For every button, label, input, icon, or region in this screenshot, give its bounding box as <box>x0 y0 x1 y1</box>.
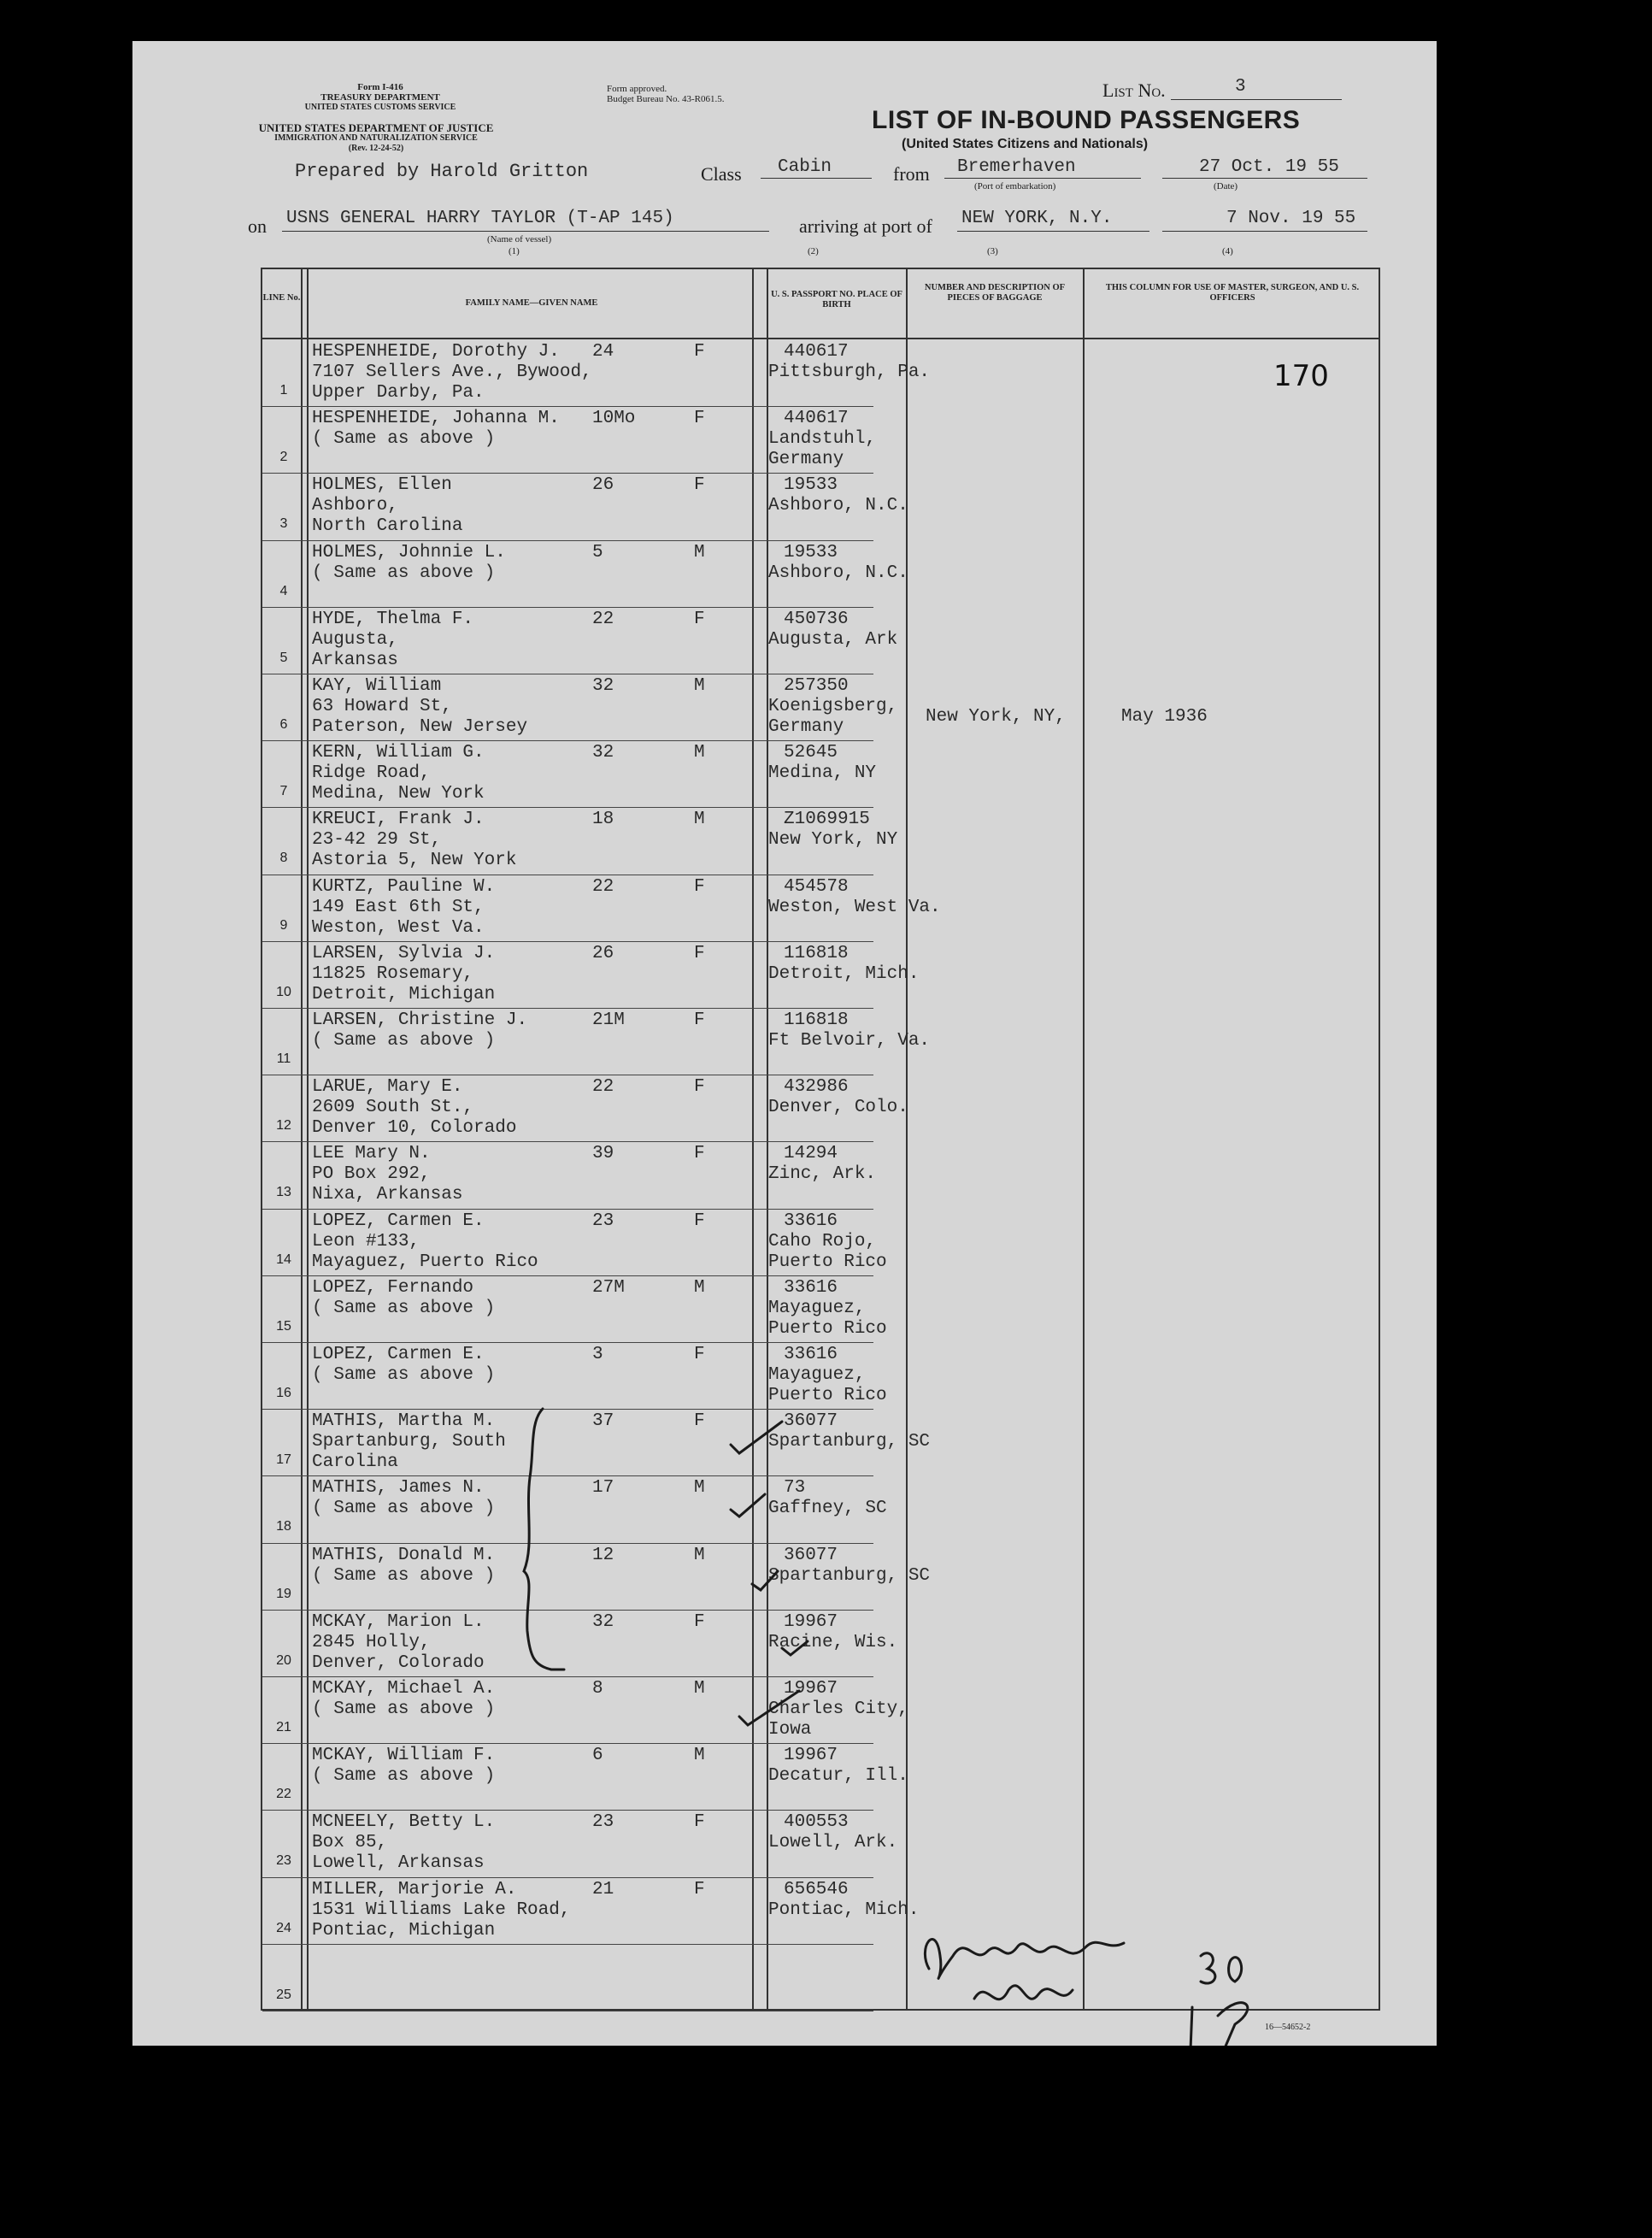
address-line-2: Lowell, Arkansas <box>312 1853 485 1874</box>
line-number: 1 <box>279 383 288 398</box>
address-line-2: Nixa, Arkansas <box>312 1185 463 1205</box>
line-number: 16 <box>276 1386 291 1400</box>
arrival-port: NEW YORK, N.Y. <box>961 209 1113 228</box>
passport-number: 33616 <box>784 1345 838 1364</box>
address-line-2: Carolina <box>312 1452 398 1473</box>
passenger-name: HESPENHEIDE, Johanna M. <box>312 409 560 429</box>
from-label: from <box>893 163 930 185</box>
passenger-age: 21 <box>592 1879 614 1899</box>
passenger-name: LOPEZ, Carmen E. <box>312 1345 485 1364</box>
address-line-1: 23-42 29 St, <box>312 830 442 851</box>
arriving-label: arriving at port of <box>799 215 932 237</box>
address-line-1: 1531 Williams Lake Road, <box>312 1899 571 1920</box>
passport-number: 19533 <box>784 542 838 562</box>
date-departed: 27 Oct. 19 55 <box>1199 157 1339 177</box>
baggage-note: New York, NY, <box>926 707 1066 727</box>
passport-number: Z1069915 <box>784 810 870 830</box>
col2-caption: (2) <box>808 246 819 256</box>
passport-number: 14294 <box>784 1144 838 1164</box>
form-sheet <box>132 41 1437 2046</box>
address-line-2: Arkansas <box>312 650 398 670</box>
address-line-2: Paterson, New Jersey <box>312 717 528 737</box>
passenger-sex: F <box>694 876 705 897</box>
passenger-sex: F <box>694 1879 705 1899</box>
line-number: 23 <box>276 1853 291 1869</box>
place-of-birth-1: Charles City, <box>768 1699 908 1719</box>
passport-number: 52645 <box>784 743 838 763</box>
passport-number: 19967 <box>784 1746 838 1766</box>
passport-number: 432986 <box>784 1077 849 1098</box>
passenger-age: 32 <box>592 743 614 763</box>
address-line-2: Medina, New York <box>312 784 485 804</box>
passenger-name: MCKAY, Michael A. <box>312 1679 496 1699</box>
passport-number: 257350 <box>784 676 849 696</box>
passport-number: 19967 <box>784 1679 838 1699</box>
passenger-age: 23 <box>592 1812 614 1833</box>
col-header-passport: U. S. PASSPORT NO. PLACE OF BIRTH <box>771 290 902 309</box>
address-line-2: North Carolina <box>312 516 463 537</box>
place-of-birth-1: New York, NY <box>768 830 898 851</box>
address-line-2: Denver 10, Colorado <box>312 1118 517 1139</box>
col1-caption: (1) <box>509 246 520 256</box>
passenger-name: MCNEELY, Betty L. <box>312 1812 496 1833</box>
passenger-age: 3 <box>592 1345 603 1364</box>
place-of-birth-1: Pittsburgh, Pa. <box>768 362 931 382</box>
address-line-2: Upper Darby, Pa. <box>312 383 485 403</box>
address-line-1: PO Box 292, <box>312 1164 431 1185</box>
passenger-name: LOPEZ, Fernando <box>312 1277 474 1298</box>
line-number: 12 <box>276 1118 291 1134</box>
address-line-1: ( Same as above ) <box>312 429 496 450</box>
place-of-birth-1: Mayaguez, <box>768 1365 866 1385</box>
address-line-1: Ridge Road, <box>312 763 431 784</box>
class-value: Cabin <box>778 157 832 177</box>
passenger-sex: F <box>694 1411 705 1432</box>
date-caption: (Date) <box>1214 181 1238 191</box>
passenger-sex: F <box>694 342 705 362</box>
place-of-birth-1: Ashboro, N.C. <box>768 562 908 583</box>
address-line-1: ( Same as above ) <box>312 562 496 583</box>
col4-caption: (4) <box>1222 246 1233 256</box>
list-no-value: 3 <box>1235 77 1246 97</box>
line-number: 11 <box>276 1051 291 1066</box>
passenger-name: HOLMES, Ellen <box>312 475 452 496</box>
line-number: 15 <box>276 1318 291 1334</box>
place-of-birth-1: Ft Belvoir, Va. <box>768 1031 931 1051</box>
line-number: 2 <box>279 450 288 465</box>
line-number: 5 <box>279 650 288 665</box>
on-label: on <box>248 215 267 237</box>
line-number: 14 <box>276 1252 291 1267</box>
passport-number: 656546 <box>784 1879 849 1899</box>
line-number: 19 <box>276 1586 291 1601</box>
handwritten-page-number: 170 <box>1273 359 1329 393</box>
place-of-birth-1: Decatur, Ill. <box>768 1766 908 1787</box>
passenger-sex: F <box>694 609 705 629</box>
place-of-birth-2: Puerto Rico <box>768 1252 887 1272</box>
passenger-name: LARUE, Mary E. <box>312 1077 463 1098</box>
class-label: Class <box>701 163 742 185</box>
page-subtitle: (United States Citizens and Nationals) <box>902 137 1149 151</box>
vessel-name: USNS GENERAL HARRY TAYLOR (T-AP 145) <box>286 209 674 228</box>
passenger-name: KAY, William <box>312 676 442 696</box>
place-of-birth-1: Detroit, Mich. <box>768 963 920 984</box>
place-of-birth-2: Puerto Rico <box>768 1318 887 1339</box>
passenger-age: 6 <box>592 1746 603 1766</box>
passenger-age: 10Mo <box>592 409 636 429</box>
passport-number: 440617 <box>784 342 849 362</box>
place-of-birth-1: Spartanburg, SC <box>768 1432 931 1452</box>
address-line-2: Pontiac, Michigan <box>312 1920 496 1941</box>
prepared-by: Prepared by Harold Gritton <box>295 161 589 182</box>
passenger-age: 32 <box>592 676 614 696</box>
passenger-age: 37 <box>592 1411 614 1432</box>
passenger-name: MATHIS, Donald M. <box>312 1545 496 1565</box>
place-of-birth-2: Puerto Rico <box>768 1386 887 1405</box>
approval-block: Form approved. Budget Bureau No. 43-R061.5. <box>607 84 725 104</box>
line-number: 10 <box>276 984 291 999</box>
line-number: 22 <box>276 1787 291 1802</box>
passenger-sex: F <box>694 1010 705 1030</box>
address-line-1: 2609 South St., <box>312 1098 474 1118</box>
col-header-line-no: LINE No. <box>262 293 301 303</box>
line-number: 17 <box>276 1452 291 1468</box>
passenger-sex: M <box>694 1679 705 1699</box>
passenger-age: 12 <box>592 1545 614 1565</box>
passenger-sex: M <box>694 1478 705 1499</box>
passenger-name: HESPENHEIDE, Dorothy J. <box>312 342 560 362</box>
place-of-birth-1: Ashboro, N.C. <box>768 496 908 516</box>
handwritten-check-marks <box>132 41 1437 2046</box>
passenger-sex: F <box>694 475 705 496</box>
place-of-birth-1: Lowell, Ark. <box>768 1833 898 1853</box>
passenger-sex: M <box>694 1545 705 1565</box>
passport-number: 33616 <box>784 1210 838 1231</box>
col3-caption: (3) <box>987 246 998 256</box>
address-line-2: Weston, West Va. <box>312 917 485 938</box>
passenger-sex: F <box>694 1812 705 1833</box>
passenger-sex: M <box>694 676 705 696</box>
line-number: 21 <box>276 1720 291 1734</box>
line-number: 9 <box>279 917 288 933</box>
passenger-age: 22 <box>592 876 614 897</box>
place-of-birth-1: Spartanburg, SC <box>768 1565 931 1586</box>
passenger-name: MCKAY, William F. <box>312 1746 496 1766</box>
address-line-2: Astoria 5, New York <box>312 851 517 871</box>
passenger-sex: M <box>694 1746 705 1766</box>
passenger-name: MATHIS, Martha M. <box>312 1411 496 1432</box>
place-of-birth-2: Germany <box>768 450 844 470</box>
line-number: 18 <box>276 1519 291 1534</box>
footer-code: 16—54652-2 <box>1265 2023 1311 2032</box>
passenger-age: 26 <box>592 943 614 963</box>
place-of-birth-1: Medina, NY <box>768 763 877 784</box>
passenger-name: LARSEN, Sylvia J. <box>312 943 496 963</box>
passport-number: 36077 <box>784 1545 838 1565</box>
passenger-age: 26 <box>592 475 614 496</box>
place-of-birth-2: Germany <box>768 717 844 737</box>
passenger-age: 27M <box>592 1277 625 1298</box>
passenger-sex: F <box>694 1210 705 1231</box>
address-line-1: ( Same as above ) <box>312 1766 496 1787</box>
address-line-1: ( Same as above ) <box>312 1365 496 1385</box>
passenger-sex: F <box>694 1144 705 1164</box>
passenger-sex: F <box>694 1077 705 1098</box>
passenger-sex: F <box>694 943 705 963</box>
address-line-1: 11825 Rosemary, <box>312 963 474 984</box>
place-of-birth-1: Denver, Colo. <box>768 1098 908 1118</box>
passenger-sex: F <box>694 409 705 429</box>
passenger-name: HOLMES, Johnnie L. <box>312 542 506 562</box>
passenger-age: 39 <box>592 1144 614 1164</box>
passport-number: 116818 <box>784 1010 849 1030</box>
passport-number: 73 <box>784 1478 806 1499</box>
place-of-birth-1: Landstuhl, <box>768 429 877 450</box>
line-number: 24 <box>276 1920 291 1935</box>
address-line-2: Detroit, Michigan <box>312 984 496 1004</box>
list-no-label: List No. <box>1102 80 1166 101</box>
port-caption: (Port of embarkation) <box>974 181 1056 191</box>
place-of-birth-1: Racine, Wis. <box>768 1632 898 1652</box>
place-of-birth-1: Augusta, Ark <box>768 629 898 650</box>
passenger-age: 5 <box>592 542 603 562</box>
col-header-officers: THIS COLUMN FOR USE OF MASTER, SURGEON, AND U. S. OFFICERS <box>1105 283 1360 303</box>
passenger-age: 32 <box>592 1611 614 1632</box>
passport-number: 440617 <box>784 409 849 429</box>
line-number: 4 <box>279 583 288 598</box>
line-number: 25 <box>276 1987 291 2002</box>
address-line-1: 2845 Holly, <box>312 1632 431 1652</box>
place-of-birth-1: Pontiac, Mich. <box>768 1899 920 1920</box>
passport-number: 116818 <box>784 943 849 963</box>
address-line-1: Box 85, <box>312 1833 388 1853</box>
passport-number: 19967 <box>784 1611 838 1632</box>
passenger-sex: F <box>694 1611 705 1632</box>
address-line-1: ( Same as above ) <box>312 1499 496 1519</box>
place-of-birth-1: Gaffney, SC <box>768 1499 887 1519</box>
passenger-name: KREUCI, Frank J. <box>312 810 485 830</box>
address-line-1: Ashboro, <box>312 496 398 516</box>
passport-number: 19533 <box>784 475 838 496</box>
line-number: 8 <box>279 851 288 866</box>
passport-number: 36077 <box>784 1411 838 1432</box>
passenger-age: 22 <box>592 1077 614 1098</box>
passenger-name: MATHIS, James N. <box>312 1478 485 1499</box>
passenger-name: KURTZ, Pauline W. <box>312 876 496 897</box>
passport-number: 450736 <box>784 609 849 629</box>
port-of-embarkation: Bremerhaven <box>957 157 1076 177</box>
passport-number: 33616 <box>784 1277 838 1298</box>
address-line-1: 149 East 6th St, <box>312 897 485 917</box>
passport-number: 400553 <box>784 1812 849 1833</box>
line-number: 6 <box>279 717 288 732</box>
address-line-1: Augusta, <box>312 629 398 650</box>
vessel-caption: (Name of vessel) <box>487 234 552 244</box>
address-line-2: Denver, Colorado <box>312 1652 485 1673</box>
passenger-age: 8 <box>592 1679 603 1699</box>
page-title: LIST OF IN-BOUND PASSENGERS <box>872 106 1301 134</box>
address-line-1: ( Same as above ) <box>312 1298 496 1318</box>
passenger-age: 17 <box>592 1478 614 1499</box>
line-number: 3 <box>279 516 288 532</box>
place-of-birth-1: Caho Rojo, <box>768 1231 877 1252</box>
place-of-birth-2: Iowa <box>768 1720 812 1740</box>
doj-block: UNITED STATES DEPARTMENT OF JUSTICE IMMIGRATION AND NATURALIZATION SERVICE (Rev. 12-24-52) <box>258 121 494 153</box>
place-of-birth-1: Koenigsberg, <box>768 697 898 716</box>
address-line-1: Spartanburg, South <box>312 1432 506 1452</box>
line-number: 13 <box>276 1185 291 1200</box>
passenger-sex: M <box>694 1277 705 1298</box>
address-line-2: Mayaguez, Puerto Rico <box>312 1252 538 1272</box>
passenger-name: LARSEN, Christine J. <box>312 1010 528 1030</box>
passenger-age: 24 <box>592 342 614 362</box>
passport-number: 454578 <box>784 876 849 897</box>
line-number: 20 <box>276 1652 291 1668</box>
passenger-name: LEE Mary N. <box>312 1144 431 1164</box>
passenger-sex: M <box>694 743 705 763</box>
place-of-birth-1: Weston, West Va. <box>768 897 941 917</box>
passenger-sex: M <box>694 542 705 562</box>
passenger-age: 23 <box>592 1210 614 1231</box>
passenger-age: 18 <box>592 810 614 830</box>
arrival-date: 7 Nov. 19 55 <box>1226 209 1356 228</box>
address-line-1: ( Same as above ) <box>312 1031 496 1051</box>
address-line-1: Leon #133, <box>312 1231 420 1252</box>
address-line-1: 63 Howard St, <box>312 697 452 716</box>
passenger-age: 21M <box>592 1010 625 1030</box>
passenger-sex: M <box>694 810 705 830</box>
passenger-name: MILLER, Marjorie A. <box>312 1879 517 1899</box>
passenger-name: LOPEZ, Carmen E. <box>312 1210 485 1231</box>
passenger-sex: F <box>694 1345 705 1364</box>
address-line-1: 7107 Sellers Ave., Bywood, <box>312 362 592 382</box>
line-number: 7 <box>279 784 288 799</box>
officer-note: May 1936 <box>1121 707 1208 727</box>
passenger-name: MCKAY, Marion L. <box>312 1611 485 1632</box>
address-line-1: ( Same as above ) <box>312 1699 496 1719</box>
col-header-baggage: NUMBER AND DESCRIPTION OF PIECES OF BAGGAGE <box>924 283 1066 303</box>
place-of-birth-1: Mayaguez, <box>768 1298 866 1318</box>
passenger-name: HYDE, Thelma F. <box>312 609 474 629</box>
form-number-block: Form I-416 TREASURY DEPARTMENT UNITED STATES CUSTOMS SERVICE <box>304 82 456 112</box>
col-header-name: FAMILY NAME—GIVEN NAME <box>465 298 598 308</box>
passenger-name: KERN, William G. <box>312 743 485 763</box>
address-line-1: ( Same as above ) <box>312 1565 496 1586</box>
place-of-birth-1: Zinc, Ark. <box>768 1164 877 1185</box>
passenger-age: 22 <box>592 609 614 629</box>
